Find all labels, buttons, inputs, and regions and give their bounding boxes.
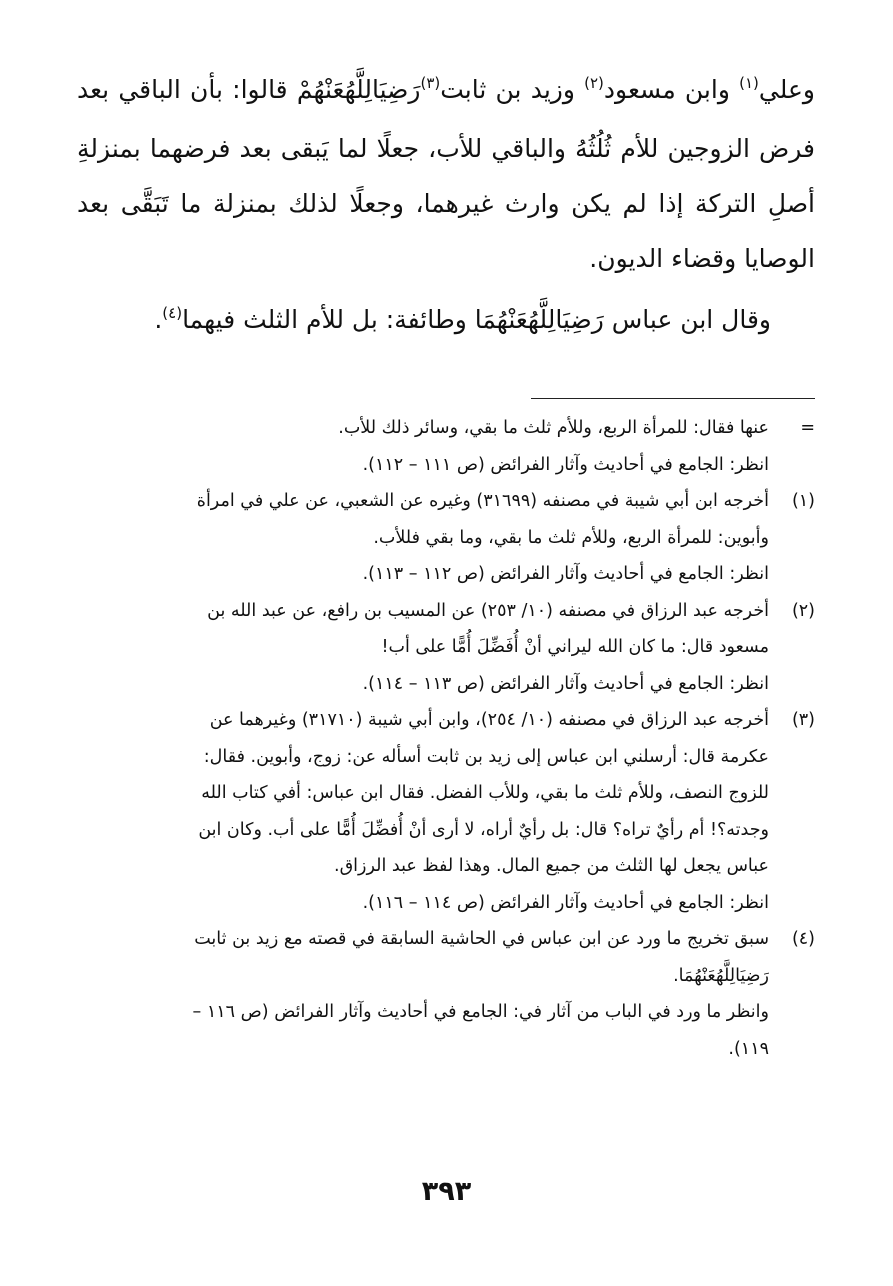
footnote-marker: (٢) (791, 600, 815, 621)
footnote-4 (77, 921, 815, 1067)
page-number: ٣٩٣ (421, 1176, 472, 1207)
footnote-marker: (١) (791, 491, 815, 511)
footnote-2 (77, 593, 815, 703)
p1-text-c: وزيد بن ثابت (440, 75, 585, 104)
footnote-3 (77, 702, 815, 921)
footnotes (77, 410, 815, 1067)
footnote-line: عباس يجعل لها الثلث من جميع المال. وهذا لفظ عبد الرزاق. (334, 856, 769, 876)
footnote-marker: (٣) (791, 710, 815, 730)
footnote-marker: (٤) (791, 929, 815, 949)
p1-text-a: وعلي (758, 75, 815, 104)
footnote-line: رَضِيَالِلَّهُعَنْهُمَا. (673, 965, 769, 986)
footnote-ref-3[interactable]: (٣) (420, 74, 441, 92)
footnote-line: أخرجه عبد الرزاق في مصنفه (١٠/ ٢٥٣) عن المسيب بن رافع، عن عبد الله بن (207, 600, 769, 621)
footnote-line: للزوج النصف، وللأم ثلث ما بقي، وللأب الفضل. فقال ابن عباس: أفي كتاب الله (201, 783, 769, 803)
footnote-line: ١١٩). (728, 1038, 769, 1059)
p2-text-a: وقال ابن عباس رَضِيَالِلَّهُعَنْهُمَا وطائفة: بل للأم الثلث فيهما (182, 305, 771, 334)
footnote-line: انظر: الجامع في أحاديث وآثار الفرائض (ص ١١٣ – ١١٤). (362, 673, 769, 694)
footnote-line: وانظر ما ورد في الباب من آثار في: الجامع في أحاديث وآثار الفرائض (ص ١١٦ – (192, 1002, 769, 1022)
footnote-line: عكرمة قال: أرسلني ابن عباس إلى زيد بن ثابت أسأله عن: زوج، وأبوين. فقال: (203, 746, 769, 767)
footnote-line: مسعود قال: ما كان الله ليراني أنْ أُفَضِّلَ أُمًّا على أب! (381, 637, 769, 657)
footnote-separator (531, 398, 815, 399)
footnote-line: أخرجه عبد الرزاق في مصنفه (١٠/ ٢٥٤)، وابن أبي شيبة (٣١٧١٠) وغيرهما عن (209, 710, 769, 730)
footnote-line: وأبوين: للمرأة الربع، وللأم ثلث ما بقي، وما بقي فللأب. (373, 527, 769, 548)
footnote-line: عنها فقال: للمرأة الربع، وللأم ثلث ما بقي، وسائر ذلك للأب. (338, 418, 769, 438)
footnote-continued (77, 410, 815, 483)
footnote-line: انظر: الجامع في أحاديث وآثار الفرائض (ص ١١٢ – ١١٣). (362, 564, 769, 584)
footnote-1 (77, 483, 815, 593)
p2-text-b: . (154, 305, 163, 334)
footnote-ref-1[interactable]: (١) (739, 74, 759, 92)
paragraph-2 (77, 292, 815, 351)
footnote-line: سبق تخريج ما ورد عن ابن عباس في الحاشية السابقة في قصته مع زيد بن ثابت (194, 929, 769, 949)
footnote-line: وجدته؟! أم رأيٌ تراه؟ قال: بل رأيٌ أراه، لا أرى أنْ أُفضِّلَ أُمًّا على أب. وكان ابن (198, 819, 769, 840)
footnote-line: أخرجه ابن أبي شيبة في مصنفه (٣١٦٩٩) وغيره عن الشعبي، عن علي في امرأة (196, 491, 769, 511)
footnote-line: انظر: الجامع في أحاديث وآثار الفرائض (ص ١١١ – ١١٢). (362, 454, 769, 475)
p1-text-d: رَضِيَالِلَّهُعَنْهُمْ قالوا: بأن الباقي بعد فرض الزوجين للأم ثُلُثُهُ والباقي للأب، جعلًا لما يَبقى بعد فرضهما بمنزلةِ أصلِ التركة إذا لم يكن وارث غيرهما، وجعلًا لذلك بمنزلة ما تَبَقَّى بعد الوصايا وقضاء الديون. (77, 75, 815, 273)
footnote-ref-4[interactable]: (٤) (162, 304, 183, 322)
paragraph-1 (77, 62, 815, 286)
footnote-marker: = (800, 418, 815, 438)
footnote-ref-2[interactable]: (٢) (584, 74, 604, 92)
footnote-line: انظر: الجامع في أحاديث وآثار الفرائض (ص ١١٤ – ١١٦). (362, 892, 769, 913)
main-text (77, 62, 815, 351)
p1-text-b: وابن مسعود (603, 75, 740, 104)
